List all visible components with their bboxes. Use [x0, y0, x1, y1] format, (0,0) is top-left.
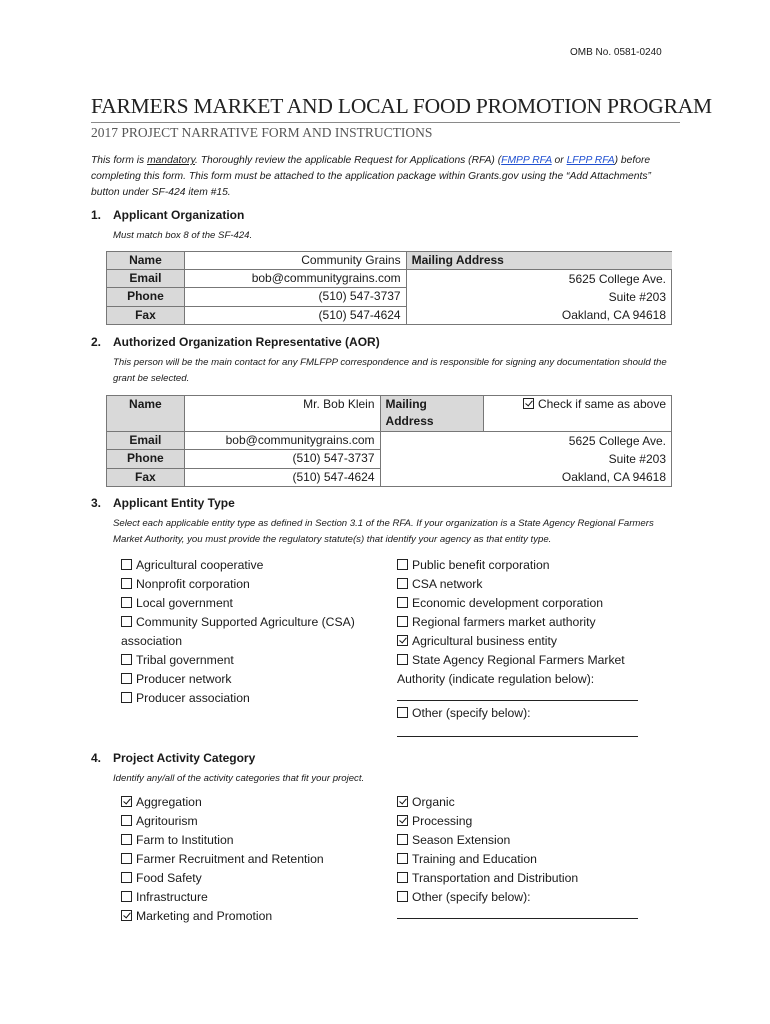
- entity-option-other[interactable]: Other (specify below):: [397, 704, 531, 723]
- checkbox-icon: [121, 692, 132, 703]
- entity-option[interactable]: Nonprofit corporation: [121, 575, 355, 594]
- activity-left-column: [121, 793, 324, 926]
- entity-option[interactable]: Regional farmers market authority: [397, 613, 625, 632]
- checkbox-icon: [121, 872, 132, 883]
- phone-label: Phone: [107, 288, 185, 306]
- checkbox-icon: [397, 707, 408, 718]
- checkbox-icon: [121, 891, 132, 902]
- section-3-heading: 3. Applicant Entity Type: [91, 496, 235, 510]
- page-title: FARMERS MARKET AND LOCAL FOOD PROMOTION PROGRAM: [91, 94, 712, 118]
- checkbox-icon: [121, 616, 132, 627]
- lfpp-rfa-link[interactable]: LFPP RFA: [566, 155, 615, 166]
- aor-fax-label: Fax: [107, 468, 185, 486]
- activity-option[interactable]: Season Extension: [397, 831, 578, 850]
- activity-option[interactable]: Processing: [397, 812, 578, 831]
- aor-mailing-address-field[interactable]: 5625 College Ave. Suite #203 Oakland, CA 94618: [380, 432, 671, 487]
- activity-option[interactable]: Agritourism: [121, 812, 324, 831]
- checkbox-icon: [121, 815, 132, 826]
- activity-option[interactable]: Transportation and Distribution: [397, 869, 578, 888]
- section-1-note: Must match box 8 of the SF-424.: [113, 230, 253, 241]
- entity-option[interactable]: Economic development corporation: [397, 594, 625, 613]
- other-entity-input-line[interactable]: [397, 736, 638, 737]
- checkbox-icon: [121, 834, 132, 845]
- activity-option[interactable]: Other (specify below):: [397, 888, 578, 907]
- fmpp-rfa-link[interactable]: FMPP RFA: [501, 155, 552, 166]
- checkbox-icon: [397, 853, 408, 864]
- entity-option[interactable]: Local government: [121, 594, 355, 613]
- aor-email-field[interactable]: bob@communitygrains.com: [184, 432, 380, 450]
- intro-text: This form is mandatory. Thoroughly review the applicable Request for Applications (RFA) (FMPP RFA or LFPP RFA) before completing this form. This form must be attached to the application package within Grants.gov using the “Add Attachments” button under SF-424 item #15.: [91, 155, 651, 198]
- activity-option[interactable]: Aggregation: [121, 793, 324, 812]
- other-activity-input-line[interactable]: [397, 918, 638, 919]
- name-label: Name: [107, 252, 185, 270]
- aor-email-label: Email: [107, 432, 185, 450]
- activity-option[interactable]: Infrastructure: [121, 888, 324, 907]
- section-2-note: This person will be the main contact for any FMLFPP correspondence and is responsible for signing any documentation should the grant be selected.: [113, 357, 667, 384]
- checkbox-checked-icon: [121, 796, 132, 807]
- aor-mailing-label: Mailing Address: [380, 396, 484, 432]
- activity-option[interactable]: Food Safety: [121, 869, 324, 888]
- checkbox-checked-icon: [121, 910, 132, 921]
- checkbox-icon: [397, 578, 408, 589]
- regulation-input-line[interactable]: [397, 700, 638, 701]
- checkbox-checked-icon: [397, 635, 408, 646]
- aor-fax-field[interactable]: (510) 547-4624: [184, 468, 380, 486]
- checkbox-icon: [397, 654, 408, 665]
- checkbox-icon: [397, 891, 408, 902]
- applicant-organization-table: [106, 251, 672, 325]
- section-3-note: Select each applicable entity type as defined in Section 3.1 of the RFA. If your organization is a State Agency Regional Farmers Market Authority, you must provide the regulatory statute(s) that identify your agency as that entity type.: [113, 518, 654, 545]
- title-rule: [91, 122, 680, 123]
- activity-option[interactable]: Training and Education: [397, 850, 578, 869]
- section-2-heading: 2. Authorized Organization Representative (AOR): [91, 335, 380, 349]
- entity-option[interactable]: Tribal government: [121, 651, 355, 670]
- aor-table: [106, 395, 672, 487]
- fax-label: Fax: [107, 306, 185, 324]
- checkbox-icon: [121, 654, 132, 665]
- checkbox-checked-icon: [523, 398, 534, 409]
- entity-type-left-column: [121, 556, 355, 708]
- mandatory-text: mandatory: [147, 155, 195, 166]
- checkbox-icon: [397, 559, 408, 570]
- entity-option[interactable]: Agricultural cooperative: [121, 556, 355, 575]
- email-label: Email: [107, 270, 185, 288]
- checkbox-icon: [397, 834, 408, 845]
- entity-option[interactable]: Producer network: [121, 670, 355, 689]
- entity-option[interactable]: Community Supported Agriculture (CSA) association: [121, 615, 355, 648]
- same-as-above-checkbox[interactable]: Check if same as above: [484, 396, 672, 432]
- checkbox-icon: [121, 853, 132, 864]
- activity-option[interactable]: Marketing and Promotion: [121, 907, 324, 926]
- section-4-heading: 4. Project Activity Category: [91, 751, 256, 765]
- activity-option[interactable]: Farm to Institution: [121, 831, 324, 850]
- org-fax-field[interactable]: (510) 547-4624: [184, 306, 406, 324]
- aor-phone-label: Phone: [107, 450, 185, 468]
- checkbox-icon: [397, 616, 408, 627]
- page-subtitle: 2017 PROJECT NARRATIVE FORM AND INSTRUCTIONS: [91, 125, 433, 140]
- checkbox-checked-icon: [397, 815, 408, 826]
- checkbox-icon: [397, 872, 408, 883]
- checkbox-icon: [121, 578, 132, 589]
- org-phone-field[interactable]: (510) 547-3737: [184, 288, 406, 306]
- checkbox-checked-icon: [397, 796, 408, 807]
- checkbox-icon: [121, 559, 132, 570]
- aor-phone-field[interactable]: (510) 547-3737: [184, 450, 380, 468]
- aor-name-label: Name: [107, 396, 185, 432]
- checkbox-icon: [121, 597, 132, 608]
- checkbox-icon: [397, 597, 408, 608]
- activity-right-column: [397, 793, 578, 907]
- omb-number: OMB No. 0581-0240: [570, 47, 662, 58]
- entity-option[interactable]: Agricultural business entity: [397, 632, 625, 651]
- mailing-address-label: Mailing Address: [406, 252, 671, 270]
- entity-type-right-column: [397, 556, 625, 689]
- section-1-heading: 1. Applicant Organization: [91, 208, 245, 222]
- org-name-field[interactable]: Community Grains: [184, 252, 406, 270]
- entity-option[interactable]: Producer association: [121, 689, 355, 708]
- checkbox-icon: [121, 673, 132, 684]
- activity-option[interactable]: Farmer Recruitment and Retention: [121, 850, 324, 869]
- aor-name-field[interactable]: Mr. Bob Klein: [184, 396, 380, 432]
- section-4-note: Identify any/all of the activity categories that fit your project.: [113, 773, 365, 784]
- entity-option[interactable]: State Agency Regional Farmers Market Authority (indicate regulation below):: [397, 653, 625, 686]
- entity-option[interactable]: CSA network: [397, 575, 625, 594]
- org-mailing-address-field[interactable]: 5625 College Ave. Suite #203 Oakland, CA 94618: [406, 270, 671, 325]
- org-email-field[interactable]: bob@communitygrains.com: [184, 270, 406, 288]
- activity-option[interactable]: Organic: [397, 793, 578, 812]
- entity-option[interactable]: Public benefit corporation: [397, 556, 625, 575]
